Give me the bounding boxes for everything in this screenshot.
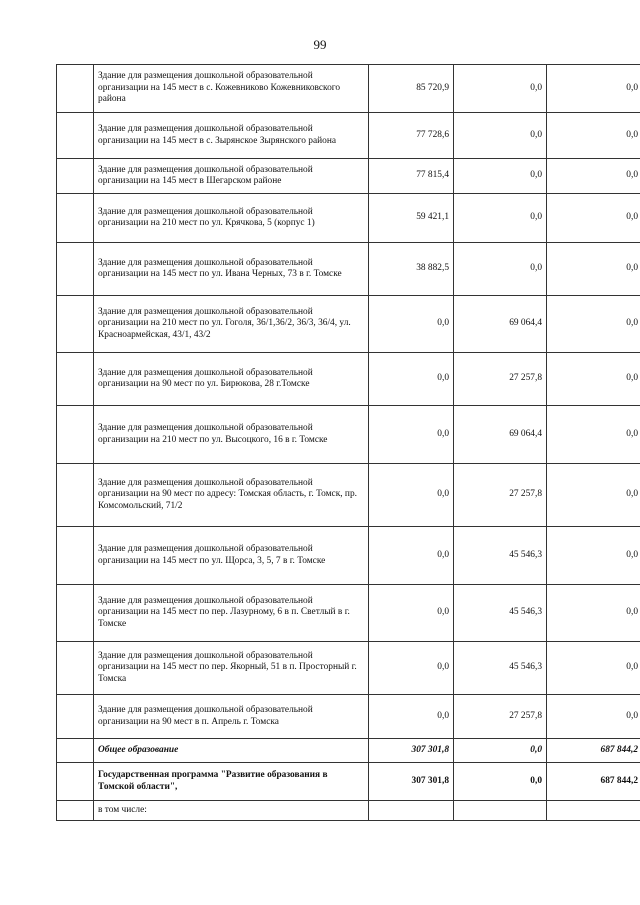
empty-cell: [57, 642, 94, 695]
value-cell-1: 0,0: [369, 585, 454, 642]
value-cell-1: 77 728,6: [369, 113, 454, 159]
object-name-cell: Здание для размещения дошкольной образовательной организации на 210 мест по ул. Гоголя, 36/1,36/2, 36/3, 36/4, ул. Красноармейская, 43/1, 43/2: [94, 296, 369, 353]
table-row: [57, 406, 640, 464]
value-cell-3: 0,0: [547, 527, 640, 585]
object-name-cell: Здание для размещения дошкольной образовательной организации на 145 мест по пер. Лазурному, 6 в п. Светлый в г. Томске: [94, 585, 369, 642]
value-cell-2: 0,0: [454, 194, 547, 243]
value-cell-3: 687 844,2: [547, 739, 640, 763]
value-cell-1: 0,0: [369, 296, 454, 353]
object-name-cell: Здание для размещения дошкольной образовательной организации на 90 мест по ул. Бирюкова, 28 г.Томске: [94, 353, 369, 406]
empty-cell: [57, 243, 94, 296]
value-cell-3: 0,0: [547, 464, 640, 527]
empty-cell: [57, 739, 94, 763]
value-cell-1: 0,0: [369, 406, 454, 464]
value-cell-1: 307 301,8: [369, 739, 454, 763]
value-cell-2: 0,0: [454, 65, 547, 113]
object-name-cell: Здание для размещения дошкольной образовательной организации на 210 мест по ул. Высоцкого, 16 в г. Томске: [94, 406, 369, 464]
section-name-cell: Общее образование: [94, 739, 369, 763]
value-cell-2: 27 257,8: [454, 695, 547, 739]
table-row: [57, 113, 640, 159]
value-cell-2: 27 257,8: [454, 353, 547, 406]
empty-cell: [57, 113, 94, 159]
table-row: [57, 353, 640, 406]
empty-cell: [57, 695, 94, 739]
object-name-cell: Здание для размещения дошкольной образовательной организации на 145 мест в с. Зырянское Зырянского района: [94, 113, 369, 159]
empty-cell: [454, 801, 547, 821]
value-cell-1: 307 301,8: [369, 763, 454, 801]
page-number: 99: [313, 37, 327, 52]
value-cell-3: 0,0: [547, 296, 640, 353]
empty-cell: [57, 194, 94, 243]
empty-cell: [57, 296, 94, 353]
value-cell-1: 85 720,9: [369, 65, 454, 113]
table-row: [57, 464, 640, 527]
object-name-cell: Здание для размещения дошкольной образовательной организации на 145 мест по ул. Щорса, 3, 5, 7 в г. Томске: [94, 527, 369, 585]
value-cell-3: 0,0: [547, 113, 640, 159]
value-cell-1: 0,0: [369, 464, 454, 527]
value-cell-3: 0,0: [547, 695, 640, 739]
value-cell-3: 687 844,2: [547, 763, 640, 801]
object-name-cell: Здание для размещения дошкольной образовательной организации на 145 мест по ул. Ивана Черных, 73 в г. Томске: [94, 243, 369, 296]
table-row: [57, 585, 640, 642]
empty-cell: [369, 801, 454, 821]
empty-cell: [57, 801, 94, 821]
value-cell-1: 38 882,5: [369, 243, 454, 296]
empty-cell: [57, 65, 94, 113]
empty-cell: [57, 763, 94, 801]
table-row: [57, 243, 640, 296]
empty-cell: [57, 527, 94, 585]
empty-cell: [57, 159, 94, 194]
value-cell-3: 0,0: [547, 406, 640, 464]
table-row: [57, 159, 640, 194]
value-cell-1: 0,0: [369, 695, 454, 739]
including-label-cell: в том числе:: [94, 801, 369, 821]
value-cell-2: 0,0: [454, 113, 547, 159]
value-cell-3: 0,0: [547, 353, 640, 406]
value-cell-2: 0,0: [454, 243, 547, 296]
value-cell-1: 0,0: [369, 527, 454, 585]
value-cell-3: 0,0: [547, 194, 640, 243]
value-cell-2: 27 257,8: [454, 464, 547, 527]
value-cell-2: 0,0: [454, 159, 547, 194]
table-row: [57, 527, 640, 585]
value-cell-3: 0,0: [547, 65, 640, 113]
budget-table: [56, 64, 640, 821]
table-row: [57, 65, 640, 113]
value-cell-2: 45 546,3: [454, 527, 547, 585]
value-cell-2: 45 546,3: [454, 585, 547, 642]
subtotal-row: [57, 739, 640, 763]
value-cell-2: 69 064,4: [454, 296, 547, 353]
value-cell-3: 0,0: [547, 585, 640, 642]
value-cell-1: 0,0: [369, 353, 454, 406]
object-name-cell: Здание для размещения дошкольной образовательной организации на 90 мест в п. Апрель г. Томска: [94, 695, 369, 739]
empty-cell: [57, 406, 94, 464]
value-cell-3: 0,0: [547, 243, 640, 296]
empty-cell: [57, 464, 94, 527]
value-cell-2: 0,0: [454, 763, 547, 801]
empty-cell: [547, 801, 640, 821]
value-cell-1: 0,0: [369, 642, 454, 695]
object-name-cell: Здание для размещения дошкольной образовательной организации на 145 мест в с. Кожевниково Кожевниковского района: [94, 65, 369, 113]
object-name-cell: Здание для размещения дошкольной образовательной организации на 90 мест по адресу: Томская область, г. Томск, пр. Комсомольский, 71/2: [94, 464, 369, 527]
program-name-cell: Государственная программа "Развитие образования в Томской области",: [94, 763, 369, 801]
including-row: [57, 801, 640, 821]
table-row: [57, 194, 640, 243]
value-cell-3: 0,0: [547, 159, 640, 194]
object-name-cell: Здание для размещения дошкольной образовательной организации на 145 мест в Шегарском районе: [94, 159, 369, 194]
table-row: [57, 642, 640, 695]
value-cell-2: 0,0: [454, 739, 547, 763]
object-name-cell: Здание для размещения дошкольной образовательной организации на 210 мест по ул. Крячкова, 5 (корпус 1): [94, 194, 369, 243]
value-cell-1: 59 421,1: [369, 194, 454, 243]
value-cell-2: 45 546,3: [454, 642, 547, 695]
empty-cell: [57, 585, 94, 642]
program-total-row: [57, 763, 640, 801]
empty-cell: [57, 353, 94, 406]
object-name-cell: Здание для размещения дошкольной образовательной организации на 145 мест по пер. Якорный, 51 в п. Просторный г. Томска: [94, 642, 369, 695]
table-row: [57, 695, 640, 739]
table-row: [57, 296, 640, 353]
value-cell-1: 77 815,4: [369, 159, 454, 194]
value-cell-3: 0,0: [547, 642, 640, 695]
value-cell-2: 69 064,4: [454, 406, 547, 464]
